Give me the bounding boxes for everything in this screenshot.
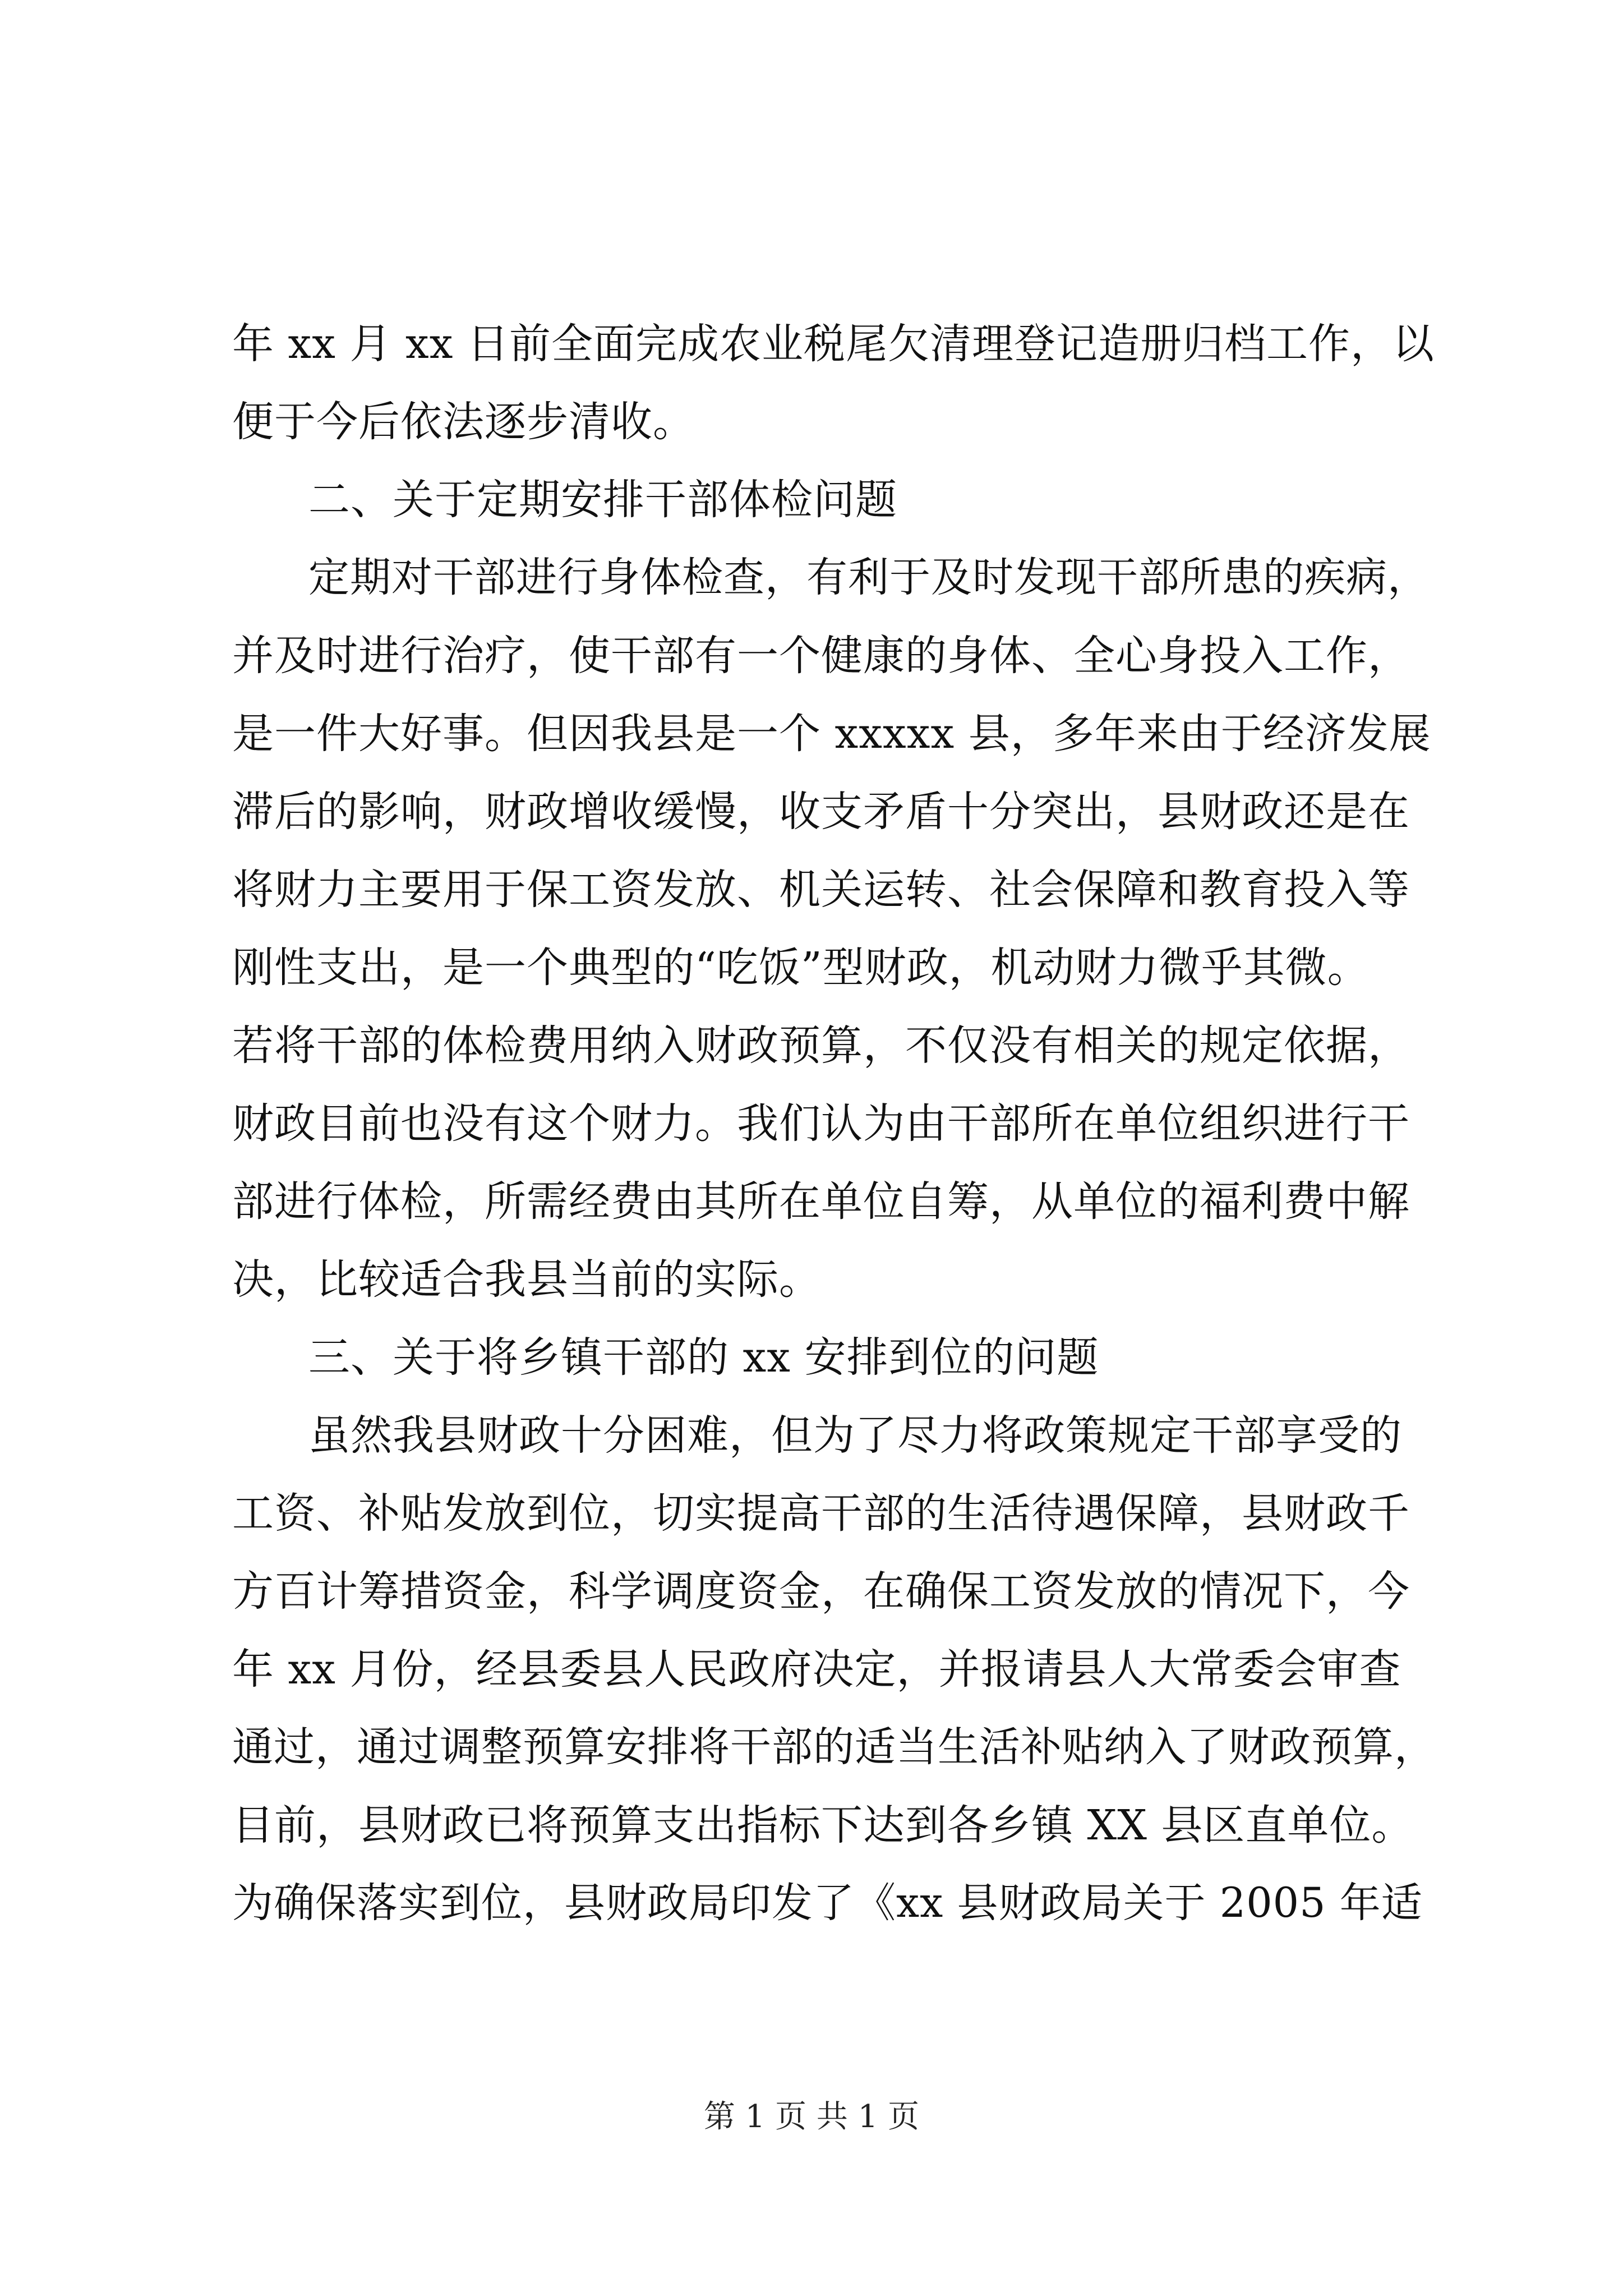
page-number-footer: 第 1 页 共 1 页 xyxy=(703,2099,920,2135)
body-text-line: 并及时进行治疗，使干部有一个健康的身体、全心身投入工作， xyxy=(232,632,1410,680)
body-text-line: 工资、补贴发放到位，切实提高干部的生活待遇保障，县财政千 xyxy=(232,1489,1410,1538)
body-text-line: 将财力主要用于保工资发放、机关运转、社会保障和教育投入等 xyxy=(232,866,1410,914)
body-text-line: 决，比较适合我县当前的实际。 xyxy=(232,1255,821,1304)
body-text-line: 年 xx 月 xx 日前全面完成农业税尾欠清理登记造册归档工作，以 xyxy=(232,320,1435,368)
section-heading: 二、关于定期安排干部体检问题 xyxy=(308,476,897,524)
section-heading: 三、关于将乡镇干部的 xx 安排到位的问题 xyxy=(308,1333,1099,1382)
body-text-line: 若将干部的体检费用纳入财政预算，不仅没有相关的规定依据， xyxy=(232,1022,1410,1070)
body-text-line: 虽然我县财政十分困难，但为了尽力将政策规定干部享受的 xyxy=(308,1411,1402,1460)
body-text-line: 是一件大好事。但因我县是一个 xxxxx 县，多年来由于经济发展 xyxy=(232,710,1431,758)
body-text-line: 滞后的影响，财政增收缓慢，收支矛盾十分突出，县财政还是在 xyxy=(232,788,1410,836)
body-text-line: 目前，县财政已将预算支出指标下达到各乡镇 XX 县区直单位。 xyxy=(232,1801,1414,1849)
body-text-line: 通过，通过调整预算安排将干部的适当生活补贴纳入了财政预算， xyxy=(232,1723,1436,1771)
body-text-line: 财政目前也没有这个财力。我们认为由干部所在单位组织进行干 xyxy=(232,1099,1410,1148)
body-text-line: 刚性支出，是一个典型的“吃饭”型财政，机动财力微乎其微。 xyxy=(232,944,1370,992)
body-text-line: 部进行体检，所需经费由其所在单位自筹，从单位的福利费中解 xyxy=(232,1177,1410,1226)
body-text-line: 年 xx 月份，经县委县人民政府决定，并报请县人大常委会审查 xyxy=(232,1645,1401,1694)
body-text-line: 为确保落实到位，县财政局印发了《xx 县财政局关于 2005 年适 xyxy=(232,1879,1423,1927)
body-text-line: 便于今后依法逐步清收。 xyxy=(232,398,695,446)
body-text-line: 定期对干部进行身体检查，有利于及时发现干部所患的疾病， xyxy=(308,554,1429,601)
body-text-line: 方百计筹措资金，科学调度资金，在确保工资发放的情况下，今 xyxy=(232,1567,1410,1616)
